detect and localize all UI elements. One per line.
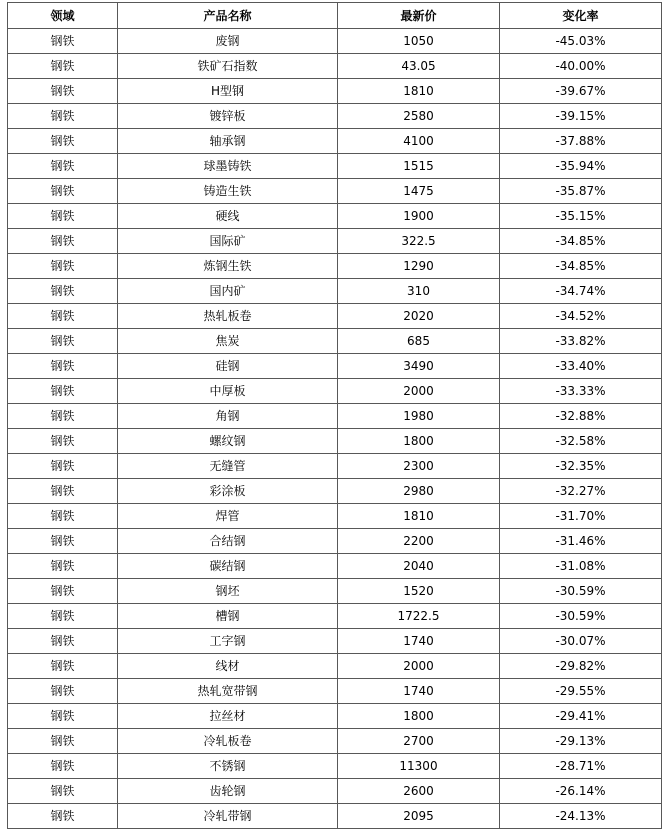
cell-domain: 钢铁 xyxy=(8,304,118,329)
cell-change-rate: -35.15% xyxy=(500,204,662,229)
cell-domain: 钢铁 xyxy=(8,29,118,54)
cell-change-rate: -30.59% xyxy=(500,604,662,629)
cell-product-name: 槽钢 xyxy=(118,604,338,629)
cell-domain: 钢铁 xyxy=(8,754,118,779)
cell-domain: 钢铁 xyxy=(8,479,118,504)
table-row xyxy=(8,154,662,179)
table-row xyxy=(8,29,662,54)
header-row xyxy=(8,3,662,29)
cell-change-rate: -28.71% xyxy=(500,754,662,779)
cell-latest-price: 1722.5 xyxy=(338,604,500,629)
cell-product-name: 螺纹钢 xyxy=(118,429,338,454)
cell-product-name: 硅钢 xyxy=(118,354,338,379)
cell-change-rate: -32.58% xyxy=(500,429,662,454)
cell-change-rate: -35.94% xyxy=(500,154,662,179)
cell-latest-price: 2020 xyxy=(338,304,500,329)
table-row xyxy=(8,529,662,554)
cell-latest-price: 1290 xyxy=(338,254,500,279)
cell-latest-price: 1520 xyxy=(338,579,500,604)
cell-latest-price: 1475 xyxy=(338,179,500,204)
cell-latest-price: 2580 xyxy=(338,104,500,129)
cell-domain: 钢铁 xyxy=(8,54,118,79)
table-row xyxy=(8,554,662,579)
table-row xyxy=(8,704,662,729)
column-header-price: 最新价 xyxy=(338,3,500,29)
cell-product-name: 铁矿石指数 xyxy=(118,54,338,79)
cell-product-name: 热轧宽带钢 xyxy=(118,679,338,704)
cell-change-rate: -34.52% xyxy=(500,304,662,329)
cell-change-rate: -40.00% xyxy=(500,54,662,79)
cell-product-name: 国内矿 xyxy=(118,279,338,304)
cell-change-rate: -24.13% xyxy=(500,804,662,829)
cell-domain: 钢铁 xyxy=(8,254,118,279)
table-row xyxy=(8,129,662,154)
cell-latest-price: 2000 xyxy=(338,654,500,679)
cell-domain: 钢铁 xyxy=(8,529,118,554)
cell-change-rate: -29.13% xyxy=(500,729,662,754)
table-row xyxy=(8,404,662,429)
table-row xyxy=(8,79,662,104)
cell-latest-price: 1515 xyxy=(338,154,500,179)
cell-latest-price: 2200 xyxy=(338,529,500,554)
table-row xyxy=(8,629,662,654)
cell-product-name: 钢坯 xyxy=(118,579,338,604)
cell-latest-price: 1800 xyxy=(338,704,500,729)
cell-product-name: 彩涂板 xyxy=(118,479,338,504)
cell-domain: 钢铁 xyxy=(8,604,118,629)
cell-latest-price: 2700 xyxy=(338,729,500,754)
cell-latest-price: 2600 xyxy=(338,779,500,804)
cell-change-rate: -37.88% xyxy=(500,129,662,154)
cell-domain: 钢铁 xyxy=(8,579,118,604)
cell-domain: 钢铁 xyxy=(8,379,118,404)
steel-price-table xyxy=(7,2,662,829)
cell-change-rate: -26.14% xyxy=(500,779,662,804)
cell-product-name: 焦炭 xyxy=(118,329,338,354)
table-row xyxy=(8,229,662,254)
cell-change-rate: -29.55% xyxy=(500,679,662,704)
cell-domain: 钢铁 xyxy=(8,704,118,729)
cell-change-rate: -32.35% xyxy=(500,454,662,479)
cell-latest-price: 1900 xyxy=(338,204,500,229)
cell-product-name: H型钢 xyxy=(118,79,338,104)
cell-domain: 钢铁 xyxy=(8,554,118,579)
column-header-change: 变化率 xyxy=(500,3,662,29)
cell-domain: 钢铁 xyxy=(8,154,118,179)
table-header xyxy=(8,3,662,29)
table-row xyxy=(8,604,662,629)
cell-product-name: 齿轮钢 xyxy=(118,779,338,804)
cell-latest-price: 2000 xyxy=(338,379,500,404)
cell-change-rate: -33.82% xyxy=(500,329,662,354)
cell-product-name: 铸造生铁 xyxy=(118,179,338,204)
cell-product-name: 不锈钢 xyxy=(118,754,338,779)
cell-latest-price: 1050 xyxy=(338,29,500,54)
cell-domain: 钢铁 xyxy=(8,454,118,479)
cell-latest-price: 2980 xyxy=(338,479,500,504)
cell-latest-price: 2095 xyxy=(338,804,500,829)
cell-latest-price: 1810 xyxy=(338,504,500,529)
cell-product-name: 废钢 xyxy=(118,29,338,54)
cell-product-name: 中厚板 xyxy=(118,379,338,404)
cell-domain: 钢铁 xyxy=(8,779,118,804)
cell-product-name: 轴承钢 xyxy=(118,129,338,154)
cell-latest-price: 2300 xyxy=(338,454,500,479)
cell-change-rate: -29.82% xyxy=(500,654,662,679)
cell-domain: 钢铁 xyxy=(8,79,118,104)
cell-change-rate: -39.67% xyxy=(500,79,662,104)
cell-change-rate: -33.33% xyxy=(500,379,662,404)
table-row xyxy=(8,679,662,704)
cell-domain: 钢铁 xyxy=(8,354,118,379)
cell-change-rate: -32.88% xyxy=(500,404,662,429)
cell-latest-price: 1740 xyxy=(338,679,500,704)
cell-product-name: 线材 xyxy=(118,654,338,679)
column-header-domain: 领域 xyxy=(8,3,118,29)
cell-latest-price: 1740 xyxy=(338,629,500,654)
table-row xyxy=(8,479,662,504)
table-row xyxy=(8,504,662,529)
cell-domain: 钢铁 xyxy=(8,229,118,254)
table-row xyxy=(8,779,662,804)
cell-product-name: 热轧板卷 xyxy=(118,304,338,329)
table-row xyxy=(8,179,662,204)
table-row xyxy=(8,254,662,279)
table-row xyxy=(8,729,662,754)
cell-domain: 钢铁 xyxy=(8,629,118,654)
table-row xyxy=(8,454,662,479)
cell-product-name: 合结钢 xyxy=(118,529,338,554)
column-header-product: 产品名称 xyxy=(118,3,338,29)
cell-change-rate: -30.07% xyxy=(500,629,662,654)
cell-domain: 钢铁 xyxy=(8,329,118,354)
cell-change-rate: -45.03% xyxy=(500,29,662,54)
table-row xyxy=(8,204,662,229)
cell-change-rate: -33.40% xyxy=(500,354,662,379)
cell-latest-price: 1810 xyxy=(338,79,500,104)
cell-latest-price: 685 xyxy=(338,329,500,354)
cell-product-name: 拉丝材 xyxy=(118,704,338,729)
cell-change-rate: -30.59% xyxy=(500,579,662,604)
cell-product-name: 无缝管 xyxy=(118,454,338,479)
cell-product-name: 焊管 xyxy=(118,504,338,529)
cell-latest-price: 43.05 xyxy=(338,54,500,79)
cell-latest-price: 3490 xyxy=(338,354,500,379)
table-row xyxy=(8,754,662,779)
cell-latest-price: 1980 xyxy=(338,404,500,429)
cell-change-rate: -34.85% xyxy=(500,254,662,279)
cell-product-name: 国际矿 xyxy=(118,229,338,254)
cell-product-name: 球墨铸铁 xyxy=(118,154,338,179)
table-row xyxy=(8,804,662,829)
cell-domain: 钢铁 xyxy=(8,404,118,429)
cell-latest-price: 1800 xyxy=(338,429,500,454)
cell-change-rate: -32.27% xyxy=(500,479,662,504)
cell-domain: 钢铁 xyxy=(8,679,118,704)
table-row xyxy=(8,379,662,404)
cell-product-name: 冷轧板卷 xyxy=(118,729,338,754)
cell-product-name: 角钢 xyxy=(118,404,338,429)
cell-latest-price: 310 xyxy=(338,279,500,304)
cell-latest-price: 322.5 xyxy=(338,229,500,254)
table-row xyxy=(8,104,662,129)
table-row xyxy=(8,429,662,454)
cell-product-name: 炼钢生铁 xyxy=(118,254,338,279)
cell-change-rate: -34.85% xyxy=(500,229,662,254)
cell-domain: 钢铁 xyxy=(8,204,118,229)
cell-domain: 钢铁 xyxy=(8,104,118,129)
cell-product-name: 工字钢 xyxy=(118,629,338,654)
table-row xyxy=(8,579,662,604)
cell-domain: 钢铁 xyxy=(8,429,118,454)
cell-change-rate: -31.08% xyxy=(500,554,662,579)
cell-domain: 钢铁 xyxy=(8,279,118,304)
cell-change-rate: -35.87% xyxy=(500,179,662,204)
cell-domain: 钢铁 xyxy=(8,504,118,529)
table-row xyxy=(8,329,662,354)
cell-change-rate: -31.70% xyxy=(500,504,662,529)
cell-domain: 钢铁 xyxy=(8,654,118,679)
cell-domain: 钢铁 xyxy=(8,179,118,204)
table-row xyxy=(8,354,662,379)
cell-product-name: 硬线 xyxy=(118,204,338,229)
cell-product-name: 冷轧带钢 xyxy=(118,804,338,829)
cell-latest-price: 2040 xyxy=(338,554,500,579)
cell-product-name: 碳结钢 xyxy=(118,554,338,579)
cell-domain: 钢铁 xyxy=(8,129,118,154)
cell-domain: 钢铁 xyxy=(8,804,118,829)
table-row xyxy=(8,304,662,329)
cell-change-rate: -39.15% xyxy=(500,104,662,129)
table-body xyxy=(8,29,662,829)
cell-change-rate: -31.46% xyxy=(500,529,662,554)
cell-change-rate: -34.74% xyxy=(500,279,662,304)
table-row xyxy=(8,279,662,304)
table-row xyxy=(8,654,662,679)
cell-latest-price: 11300 xyxy=(338,754,500,779)
cell-domain: 钢铁 xyxy=(8,729,118,754)
cell-product-name: 镀锌板 xyxy=(118,104,338,129)
table-row xyxy=(8,54,662,79)
cell-change-rate: -29.41% xyxy=(500,704,662,729)
cell-latest-price: 4100 xyxy=(338,129,500,154)
